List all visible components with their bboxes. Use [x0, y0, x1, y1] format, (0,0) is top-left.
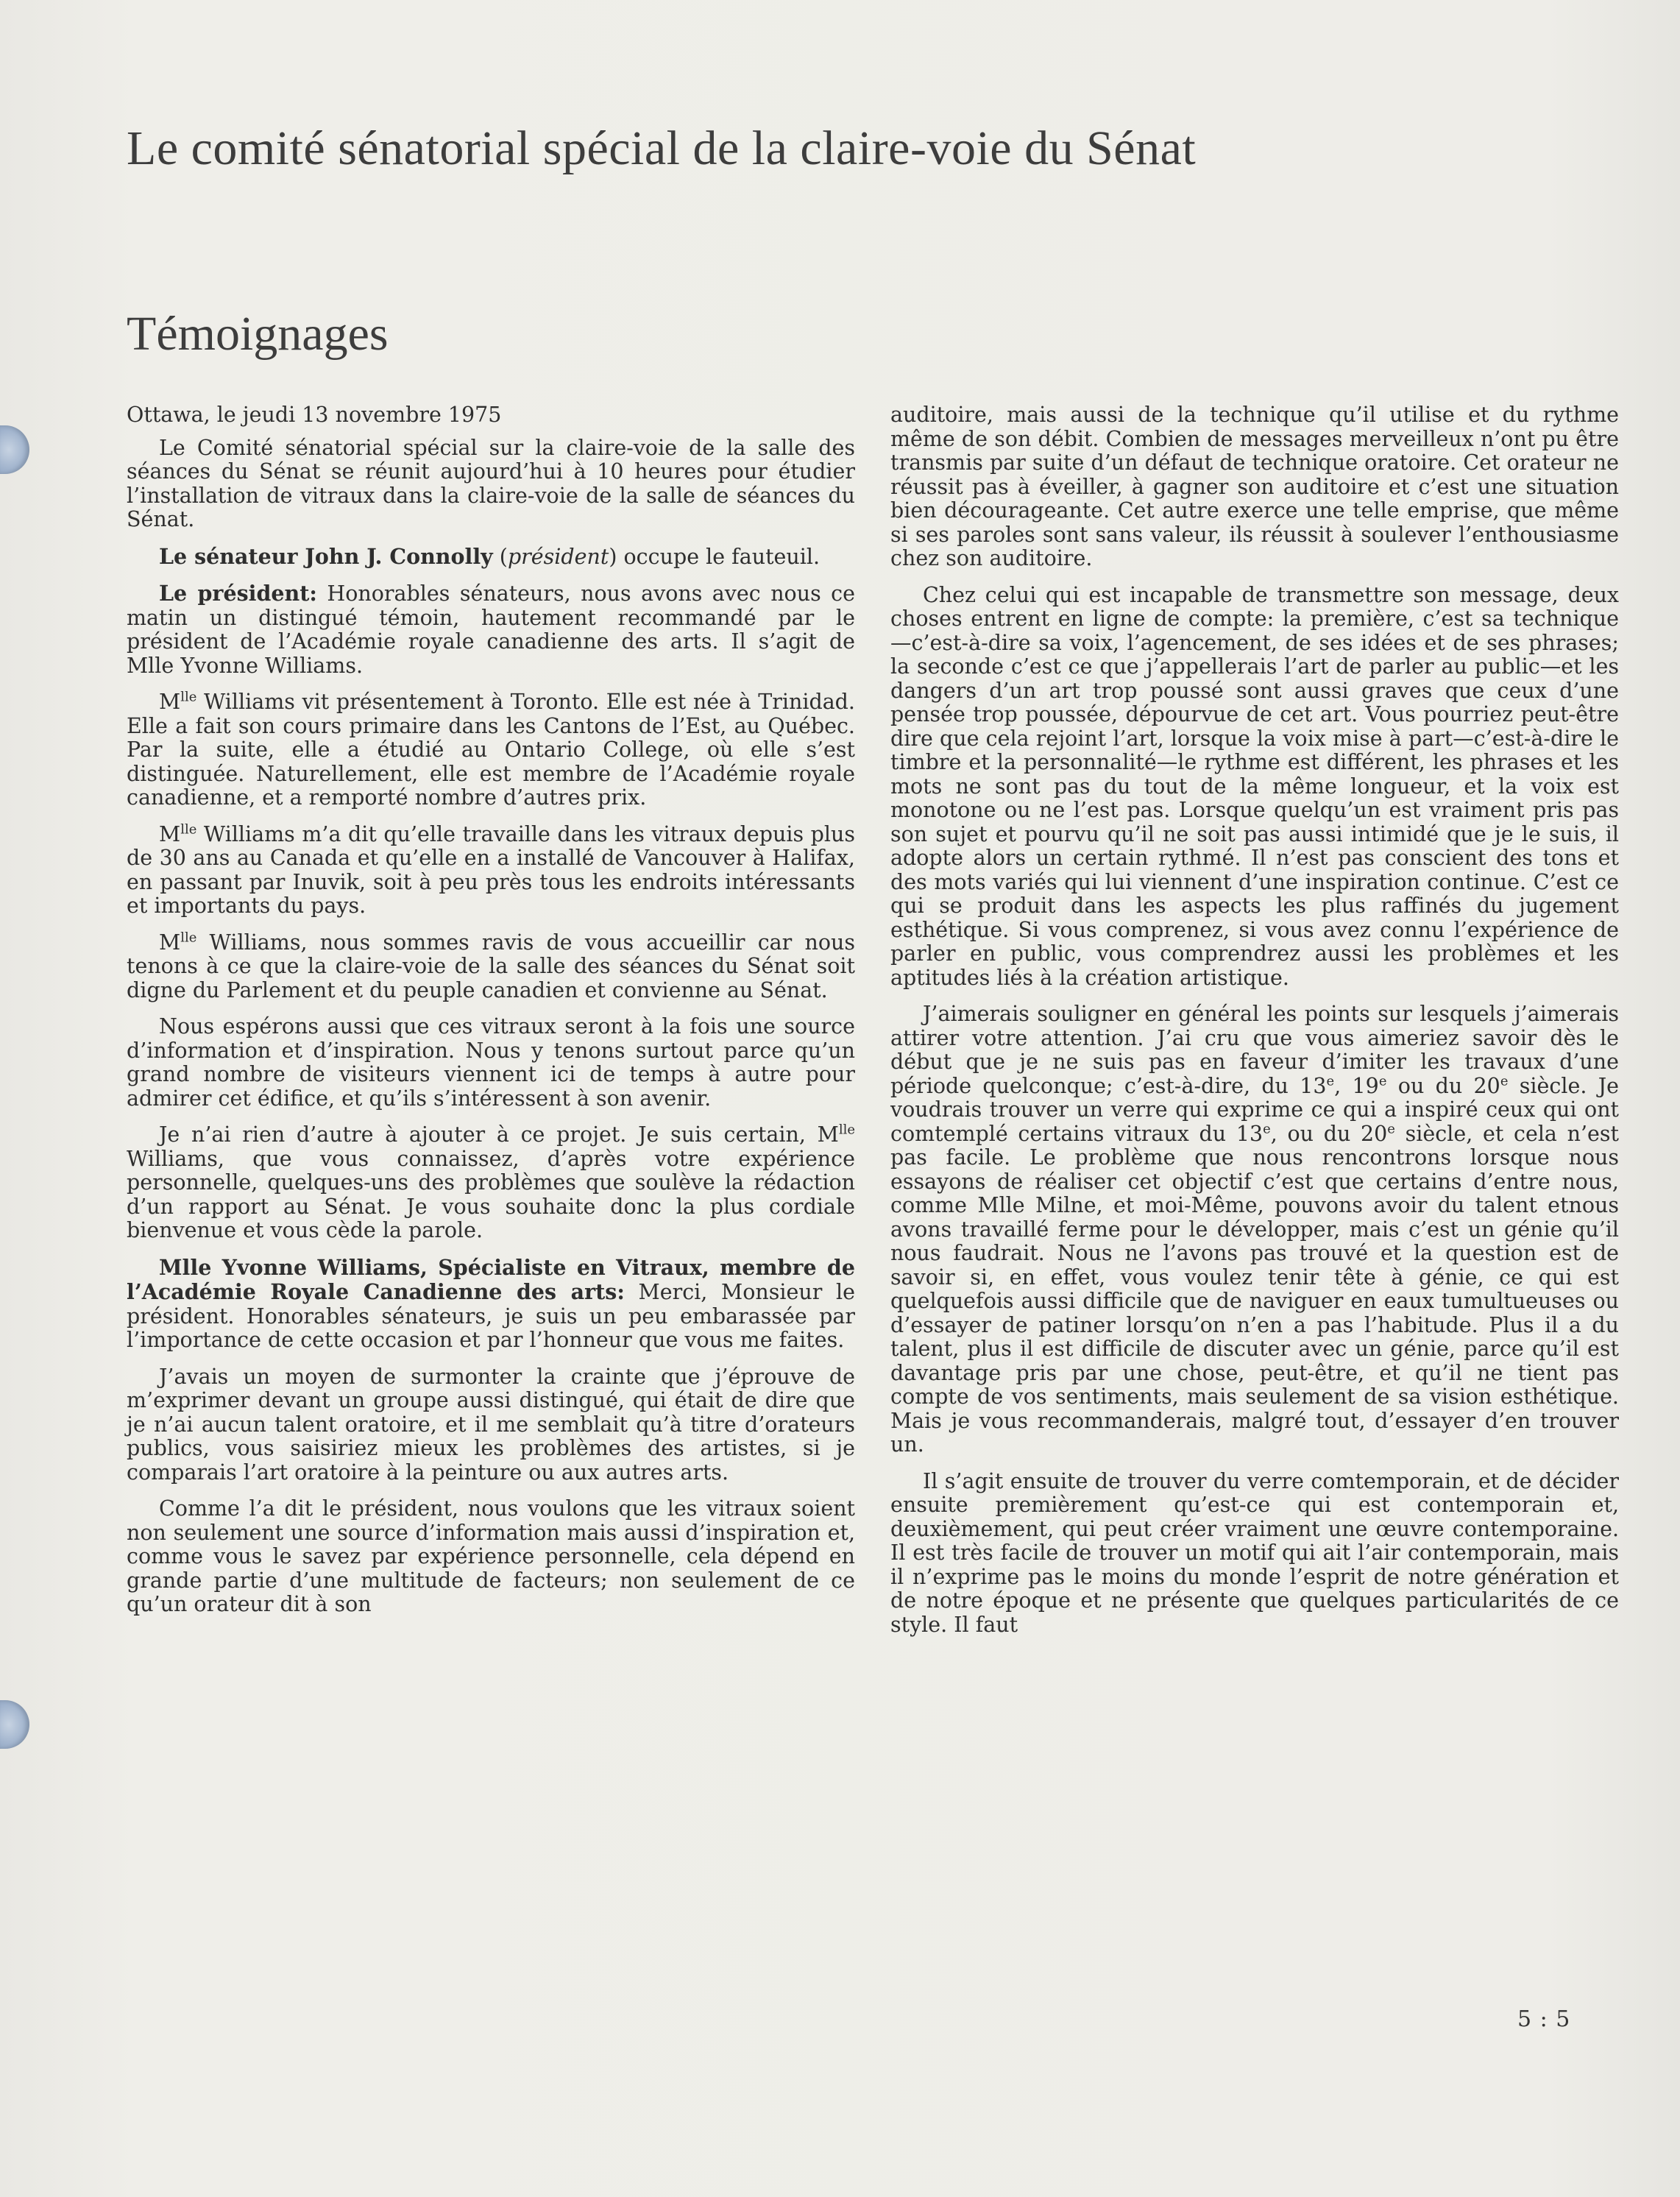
paragraph: Le sénateur John J. Connolly (président) occupe le fauteuil.	[159, 543, 820, 569]
page-number: 5 : 5	[1517, 2006, 1571, 2032]
speaker-name: Le sénateur John J. Connolly	[159, 543, 493, 569]
paragraph: Chez celui qui est incapable de transmettre son message, deux choses entrent en ligne de compte: la première, c’est sa technique—c’est-à-dire sa voix, l’agencement, de ses idées et de ses phrases; la seconde c’est ce que j’appellerais l’art de parler au public—et les dangers d’un art trop poussé sont aussi graves que ceux d’une pensée trop poussée, dépourvue de cet art. Vous pourriez peut-être dire que cela rejoint l’art, lorsque la voix mise à part—c’est-à-dire le timbre et la personnalité—le rythme est différent, les phrases et les mots ne sont pas du tout de la même longueur, et la voix est monotone ou ne l’est pas. Lorsque quelqu’un est vraiment pris pas son sujet et pourvu qu’il ne soit pas aussi intimidé que je le suis, il adopte alors un certain rythmé. Il n’est pas conscient des tons et des mots variés qui lui viennent d’une inspiration continue. C’est ce qui se produit dans les aspects les plus raffinés du jugement esthétique. Si vous comprenez, si vous avez connu l’expérience de parler en public, vous comprendrez aussi les problèmes et les aptitudes liés à la création artistique.	[890, 582, 1619, 990]
paragraph: J’aimerais souligner en général les points sur lesquels j’aimerais attirer votre attention. J’ai cru que vous aimeriez savoir dès le début que je ne suis pas en faveur d’imiter les travaux d’une période quelconque; c’est-à-dire, du 13e, 19e ou du 20e siècle. Je voudrais trouver un verre qui exprime ce qui a inspiré ceux qui ont comtemplé certains vitraux du 13e, ou du 20e siècle, et cela n’est pas facile. Le problème que nous rencontrons lorsque nous essayons de réaliser cet objectif c’est que certains d’entre nous, comme Mlle Milne, et moi-Même, pouvons avoir du talent etnous avons travaillé ferme pour le développer, mais c’est un génie qu’il nous faudrait. Nous ne l’avons pas trouvé et la question est de savoir si, en effet, vous voulez tenir tête à génie, ce qui est quelquefois aussi difficile que de naviguer en eaux tumultueuses ou d’essayer de patiner lorsqu’on n’en a pas l’habitude. Plus il a du talent, plus il est difficile de discuter avec un génie, parce qu’il est davantage pris par une chose, peut-être, et qu’il ne tient pas compte de vos sentiments, mais seulement de sa vision esthétique. Mais je vous recommanderais, malgré tout, d’essayer d’en trouver un.	[890, 1002, 1620, 1457]
page-title: Le comité sénatorial spécial de la claire-voie du Sénat	[127, 121, 1197, 175]
left-column	[127, 403, 855, 1630]
binder-hole	[0, 1700, 29, 1749]
speaker-name: Le président:	[159, 581, 317, 606]
paragraph: Le président: Honorables sénateurs, nous avons avec nous ce matin un distingué témoin, hautement recommandé par le président de l’Académie royale canadienne des arts. Il s’agit de Mlle Yvonne Williams.	[127, 581, 855, 678]
paragraph: J’avais un moyen de surmonter la crainte que j’éprouve de m’exprimer devant un groupe aussi distingué, qui était de dire que je n’ai aucun talent oratoire, et il me semblait qu’à titre d’orateurs publics, vous saisiriez mieux les problèmes des artistes, si je comparais l’art oratoire à la peinture ou aux autres arts.	[127, 1364, 855, 1485]
meeting-date: Ottawa, le jeudi 13 novembre 1975	[127, 403, 502, 427]
speaker-name: Mlle Yvonne Williams, Spécialiste en Vitraux, membre de l’Académie Royale Canadienne des arts:	[127, 1254, 855, 1304]
paragraph: Il s’agit ensuite de trouver du verre comtemporain, et de décider ensuite premièrement qu’est-ce qui est contemporain et, deuxièmement, qui peut créer vraiment une œuvre contemporaine. Il est très facile de trouver un motif qui ait l’air contemporain, mais il n’exprime pas le moins du monde l’esprit de notre génération et de notre époque et ne présente que quelques particularités de ce style. Il faut	[890, 1468, 1619, 1637]
paragraph: Comme l’a dit le président, nous voulons que les vitraux soient non seulement une source d’information mais aussi d’inspiration et, comme vous le savez par expérience personnelle, cela dépend en grande partie d’une multitude de facteurs; non seulement de ce qu’un orateur dit à son	[127, 1496, 855, 1616]
paragraph: Mlle Yvonne Williams, Spécialiste en Vitraux, membre de l’Académie Royale Canadienne des arts: Merci, Monsieur le président. Honorables sénateurs, je suis un peu embarassée par l’importance de cette occasion et par l’honneur que vous me faites.	[127, 1254, 855, 1352]
paragraph: Le Comité sénatorial spécial sur la claire-voie de la salle des séances du Sénat se réunit aujourd’hui à 10 heures pour étudier l’installation de vitraux dans la claire-voie de la salle de séances du Sénat.	[127, 435, 855, 531]
paragraph: Je n’ai rien d’autre à ajouter à ce projet. Je suis certain, $M^{lle}$ Williams, que vous connaissez, d’après votre expérience personnelle, quelques-uns des problèmes que soulève la rédaction d’un rapport au Sénat. Je vous souhaite donc la plus cordiale bienvenue et vous cède la parole.	[127, 1122, 855, 1242]
paragraph: auditoire, mais aussi de la technique qu’il utilise et du rythme même de son débit. Combien de messages merveilleux n’ont pu être transmis par suite d’un défaut de technique oratoire. Cet orateur ne réussit pas à éveiller, à gagner son auditoire et c’est une situation bien décourageante. Cet autre exerce une telle emprise, que même si ses paroles sont sans valeur, ils réussit à soulever l’enthousiasme chez son auditoire.	[890, 403, 1619, 570]
paragraph: $M^{lle}$ Williams, nous sommes ravis de vous accueillir car nous tenons à ce que la claire-voie de la salle des séances du Sénat soit digne du Parlement et du peuple canadien et convienne au Sénat.	[127, 930, 855, 1002]
paragraph: Nous espérons aussi que ces vitraux seront à la fois une source d’information et d’inspiration. Nous y tenons surtout parce qu’un grand nombre de visiteurs viennent ici de temps à autre pour admirer cet édifice, et qu’ils s’intéressent à son avenir.	[127, 1014, 855, 1111]
paragraph: $M^{lle}$ Williams vit présentement à Toronto. Elle est née à Trinidad. Elle a fait son cours primaire dans les Cantons de l’Est, au Québec. Par la suite, elle a étudié au Ontario College, où elle s’est distinguée. Naturellement, elle est membre de l’Académie royale canadienne, et a remporté nombre d’autres prix.	[127, 689, 855, 810]
binder-hole	[0, 425, 29, 474]
section-title: Témoignages	[127, 307, 389, 361]
right-column	[890, 403, 1619, 1649]
paragraph: $M^{lle}$ Williams m’a dit qu’elle travaille dans les vitraux depuis plus de 30 ans au Canada et qu’elle en a installé de Vancouver à Halifax, en passant par Inuvik, soit à peu près tous les endroits intéressants et importants du pays.	[127, 821, 855, 918]
